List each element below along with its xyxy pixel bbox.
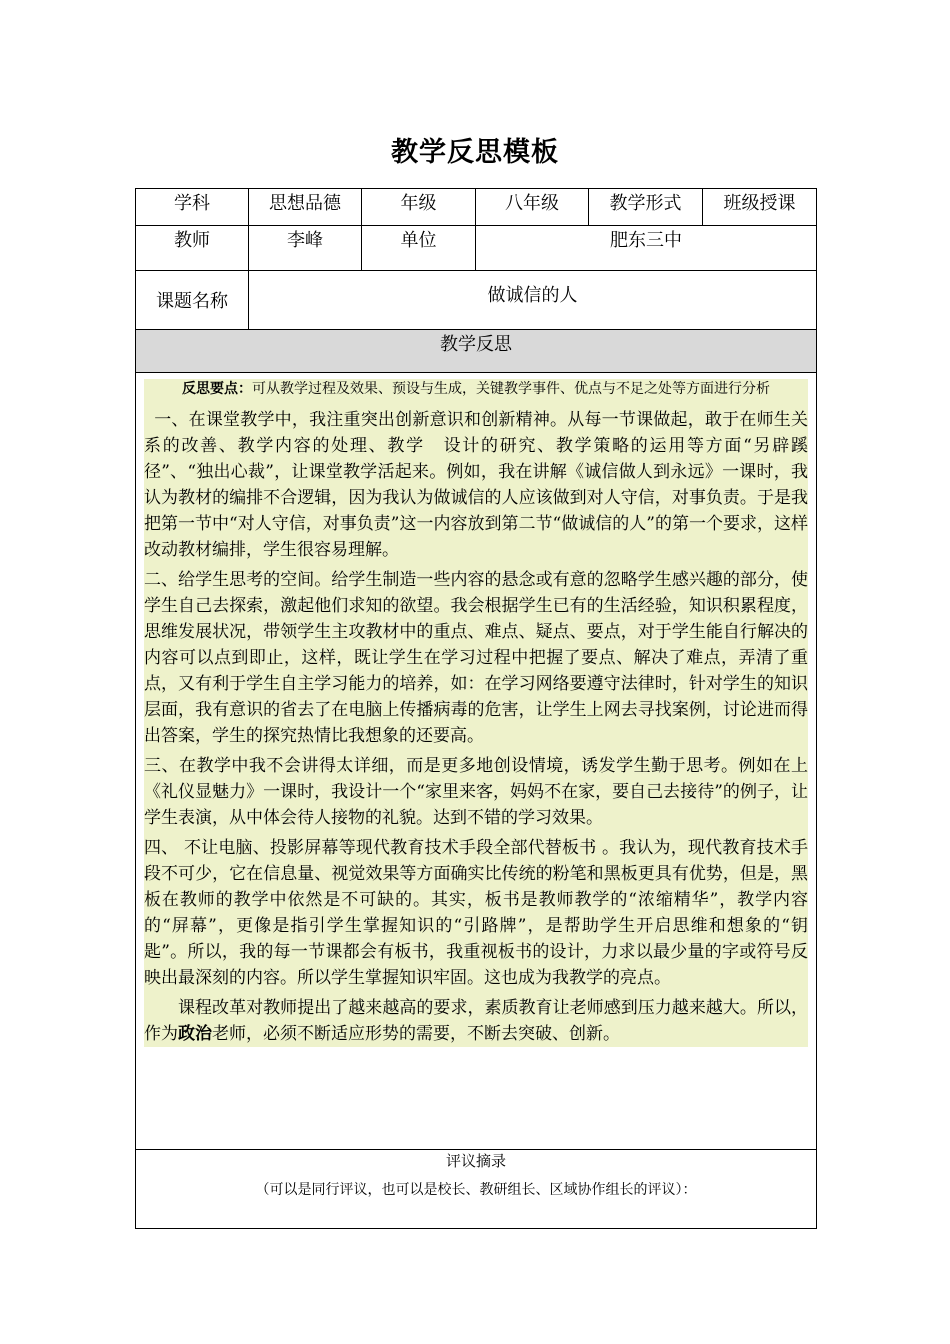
subject-label: 学科 [136, 189, 249, 226]
table-row [136, 373, 817, 1150]
reflection-paragraph-4: 四、 不让电脑、投影屏幕等现代教育技术手段全部代替板书 。我认为，现代教育技术手段不可少，它在信息量、视觉效果等方面确实比传统的粉笔和黑板更具有优势，但是，黑板在教师的教学中依然是不可缺的。其实，板书是教师教学的“浓缩精华”，教学内容的“屏幕”，更像是指引学生掌握知识的“引路牌”，是帮助学生开启思维和想象的“钥匙”。所以，我的每一节课都会有板书，我重视板书的设计，力求以最少量的字或符号反映出最深刻的内容。所以学生掌握知识牢固。这也成为我教学的亮点。 [144, 838, 808, 988]
reflection-paragraph-5 [144, 995, 808, 1047]
grade-label: 年级 [362, 189, 476, 226]
review-section [136, 1150, 817, 1229]
teacher-value: 李峰 [249, 226, 362, 271]
page-title: 教学反思模板 [391, 137, 559, 168]
unit-label: 单位 [362, 226, 476, 271]
table-row [136, 330, 817, 373]
para5-text-a: 课程改革对教师提出了越来越高的要求，素质教育让老师感到压力越来越大。所以，作为 [144, 998, 808, 1044]
key-points-label: 反思要点： [182, 381, 252, 397]
table-row [136, 189, 817, 226]
reflection-body [136, 373, 817, 1150]
reflection-paragraph-1: 一、在课堂教学中，我注重突出创新意识和创新精神。从每一节课做起，敢于在师生关系的改善、教学内容的处理、教学 设计的研究、教学策略的运用等方面“另辟蹊径”、“独出心裁”，让课堂教学活起来。例如，我在讲解《诚信做人到永远》一课时，我认为教材的编排不合逻辑，因为我认为做诚信的人应该做到对人守信，对事负责。于是我把第一节中“对人守信，对事负责”这一内容放到第二节“做诚信的人”的第一个要求，这样改动教材编排，学生很容易理解。 [144, 410, 808, 560]
para5-bold-word: 政治 [178, 1024, 212, 1044]
teaching-form-label: 教学形式 [589, 189, 703, 226]
reflection-form-table [135, 188, 817, 1229]
topic-label: 课题名称 [136, 271, 249, 330]
unit-value: 肥东三中 [476, 226, 817, 271]
reflection-key-points [144, 379, 808, 399]
topic-value: 做诚信的人 [249, 271, 817, 330]
teacher-label: 教师 [136, 226, 249, 271]
table-row [136, 271, 817, 330]
grade-value: 八年级 [476, 189, 589, 226]
reflection-paragraph-3: 三、在教学中我不会讲得太详细，而是更多地创设情境，诱发学生勤于思考。例如在上《礼仪显魅力》一课时，我设计一个“家里来客，妈妈不在家，要自己去接待”的例子，让学生表演，从中体会待人接物的礼貌。达到不错的学习效果。 [144, 756, 808, 828]
table-row [136, 1150, 817, 1229]
subject-value: 思想品德 [249, 189, 362, 226]
reflection-paragraph-2: 二、给学生思考的空间。给学生制造一些内容的悬念或有意的忽略学生感兴趣的部分，使学生自己去探索，激起他们求知的欲望。我会根据学生已有的生活经验，知识积累程度，思维发展状况，带领学生主攻教材中的重点、难点、疑点、要点，对于学生能自行解决的内容可以点到即止，这样，既让学生在学习过程中把握了要点、解决了难点，弄清了重点，又有利于学生自主学习能力的培养，如：在学习网络要遵守法律时，针对学生的知识层面，我有意识的省去了在电脑上传播病毒的危害，让学生上网去寻找案例，讨论进而得出答案，学生的探究热情比我想象的还要高。 [144, 570, 808, 746]
reflection-content [144, 379, 808, 1047]
review-note: （可以是同行评议，也可以是校长、教研组长、区域协作组长的评议）： [255, 1182, 697, 1198]
para5-text-b: 老师，必须不断适应形势的需要，不断去突破、创新。 [212, 1024, 620, 1044]
review-title: 评议摘录 [445, 1152, 506, 1170]
teaching-form-value: 班级授课 [703, 189, 817, 226]
reflection-header: 教学反思 [136, 330, 817, 373]
key-points-text: 可从教学过程及效果、预设与生成，关键教学事件、优点与不足之处等方面进行分析 [252, 381, 770, 397]
table-row [136, 226, 817, 271]
